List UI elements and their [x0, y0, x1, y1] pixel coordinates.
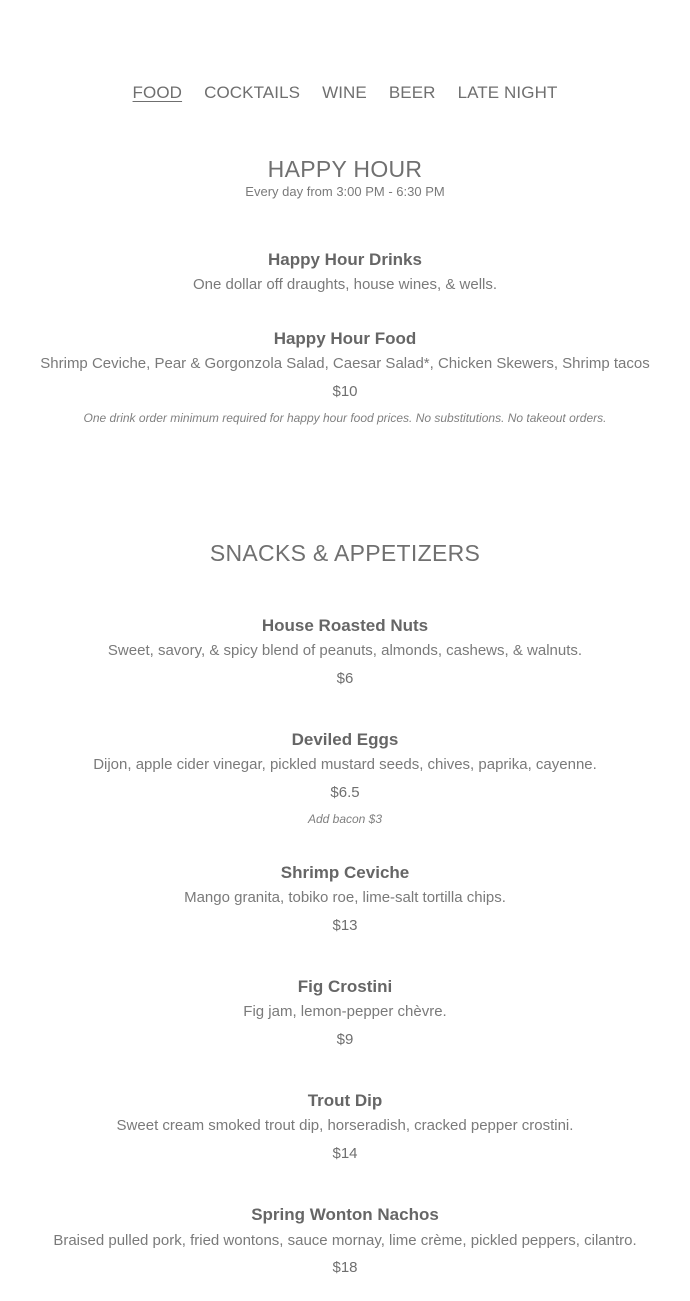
- menu-item-name: House Roasted Nuts: [261, 616, 429, 635]
- menu-item-name: Deviled Eggs: [291, 730, 399, 749]
- menu-item-description: Sweet, savory, & spicy blend of peanuts, almonds, cashews, & walnuts.: [107, 642, 583, 659]
- menu-item-name: Fig Crostini: [297, 977, 393, 996]
- snacks-title: SNACKS & APPETIZERS: [209, 540, 481, 566]
- menu-item-price: $18: [332, 1259, 358, 1276]
- nav-link-cocktails[interactable]: COCKTAILS: [204, 83, 301, 102]
- menu-item-price: $6.5: [330, 784, 360, 801]
- menu-item-name: Shrimp Ceviche: [280, 863, 410, 882]
- happy-hour-food-note: One drink order minimum required for happy hour food prices. No substitutions. No takeout orders.: [83, 411, 607, 425]
- menu-item-price: $6: [336, 670, 354, 687]
- menu-item-price: $9: [336, 1031, 354, 1048]
- menu-item-description: Mango granita, tobiko roe, lime-salt tortilla chips.: [184, 889, 506, 906]
- menu-category-nav: [0, 83, 690, 103]
- happy-hour-food-name: Happy Hour Food: [273, 329, 417, 348]
- nav-link-food[interactable]: FOOD: [132, 83, 183, 102]
- menu-item-price: $14: [332, 1145, 358, 1162]
- menu-item-description: Sweet cream smoked trout dip, horseradish, cracked pepper crostini.: [116, 1117, 574, 1134]
- happy-hour-drinks-name: Happy Hour Drinks: [268, 250, 422, 269]
- menu-item-note: Add bacon $3: [307, 812, 383, 826]
- happy-hour-food-price: $10: [332, 383, 358, 400]
- happy-hour-food-description: Shrimp Ceviche, Pear & Gorgonzola Salad, Caesar Salad*, Chicken Skewers, Shrimp tacos: [40, 355, 650, 372]
- menu-item-name: Trout Dip: [307, 1091, 383, 1110]
- menu-item-description: Dijon, apple cider vinegar, pickled mustard seeds, chives, paprika, cayenne.: [93, 756, 597, 773]
- menu-item-description: Braised pulled pork, fried wontons, sauce mornay, lime crème, pickled peppers, cilantro.: [53, 1232, 637, 1249]
- nav-link-late-night[interactable]: LATE NIGHT: [457, 83, 558, 102]
- menu-item-name: Spring Wonton Nachos: [251, 1205, 439, 1224]
- menu-item-price: $13: [332, 917, 358, 934]
- happy-hour-schedule: Every day from 3:00 PM - 6:30 PM: [245, 184, 445, 199]
- happy-hour-drinks-description: One dollar off draughts, house wines, & wells.: [192, 276, 498, 293]
- menu-item-description: Fig jam, lemon-pepper chèvre.: [243, 1003, 447, 1020]
- happy-hour-title: HAPPY HOUR: [267, 156, 423, 182]
- nav-link-wine[interactable]: WINE: [322, 83, 367, 102]
- nav-link-beer[interactable]: BEER: [388, 83, 436, 102]
